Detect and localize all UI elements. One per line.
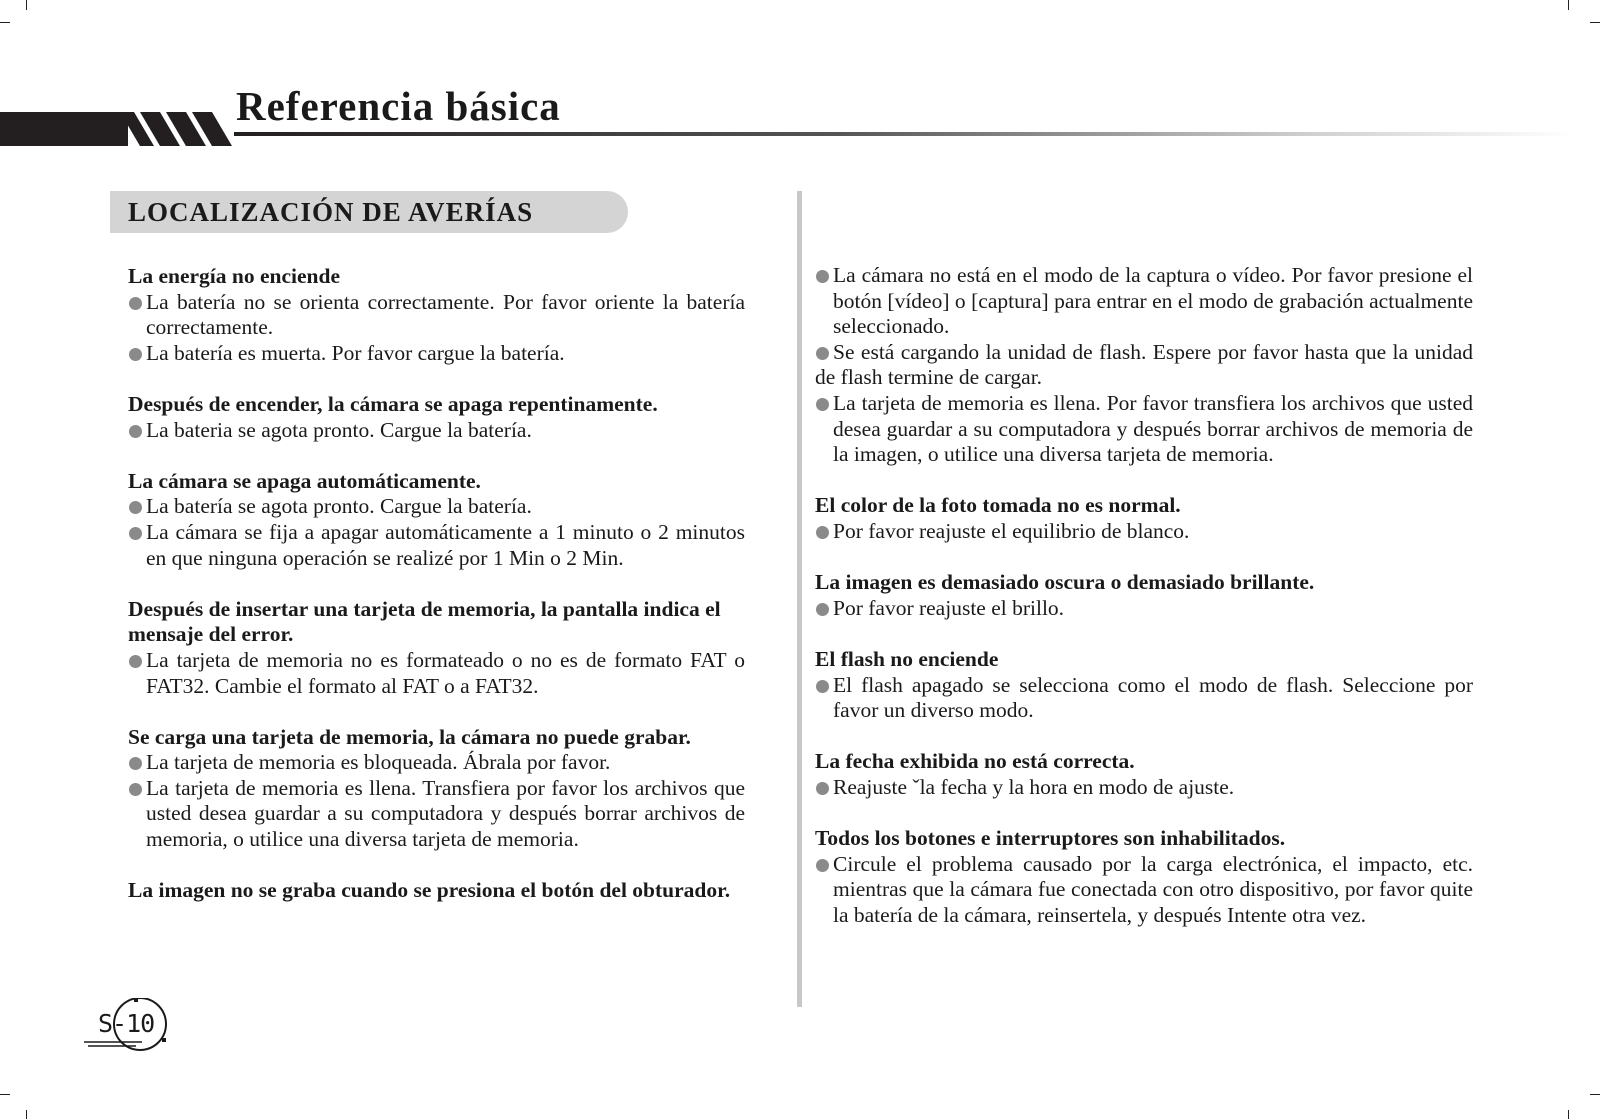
issue-block (128, 392, 745, 443)
issue-item-text: La cámara no está en el modo de la captura o vídeo. Por favor presione el botón [vídeo] o [captura] para entrar en el modo de grabación actualmente seleccionado. (833, 263, 1473, 339)
issue-item-text: La batería se agota pronto. Cargue la batería. (146, 494, 532, 519)
crop-mark (1590, 22, 1600, 23)
issue-block (815, 263, 1473, 468)
crop-mark (1568, 1110, 1569, 1119)
issue-item (128, 776, 745, 853)
issue-item-text: La tarjeta de memoria no es formateado o no es de formato FAT o FAT32. Cambie el formato al FAT o a FAT32. (146, 647, 745, 698)
issue-block (128, 878, 745, 904)
issue-item (128, 494, 745, 520)
bullet-icon (816, 347, 829, 360)
bullet-icon (816, 782, 829, 795)
issue-heading: La cámara se apaga automáticamente. (128, 468, 481, 493)
issue-heading: La imagen es demasiado oscura o demasiado brillante. (815, 570, 1315, 595)
issue-block (128, 469, 745, 571)
bullet-icon (129, 655, 142, 668)
issue-item-text: La batería es muerta. Por favor cargue la batería. (146, 340, 565, 365)
issue-item (128, 520, 745, 571)
issue-heading: La fecha exhibida no está correcta. (815, 749, 1135, 774)
issue-item-text: La tarjeta de memoria es llena. Por favor transfiera los archivos que usted desea guardar a su computadora y después borrar archivos de memoria de la imagen, o utilice una diversa tarjeta de memoria. (833, 390, 1473, 467)
issue-item (128, 341, 745, 367)
issue-item (815, 673, 1473, 724)
issue-block (815, 570, 1473, 621)
issue-item (815, 596, 1473, 622)
issue-block (815, 647, 1473, 724)
crop-mark (26, 1110, 27, 1119)
bullet-icon (129, 501, 142, 514)
issue-item-text: Circule el problema causado por la carga electrónica, el impacto, etc. mientras que la cámara fue conectada con otro dispositivo, por favor quite la batería de la cámara, reinsertela, y después Intente otra vez. (833, 851, 1473, 927)
issue-block (815, 749, 1473, 800)
issue-heading: El flash no enciende (815, 646, 999, 671)
issue-item-text: La cámara se fija a apagar automáticamente a 1 minuto o 2 minutos en que ninguna operación se realizé por 1 Min o 2 Min. (146, 519, 745, 570)
issue-block (128, 597, 745, 699)
section-title: LOCALIZACIÓN DE AVERÍAS (128, 197, 534, 227)
header-bar (0, 112, 128, 146)
issue-item-text: Por favor reajuste el brillo. (833, 595, 1065, 620)
bullet-icon (816, 680, 829, 693)
issue-item (815, 775, 1473, 801)
bullet-icon (816, 270, 829, 283)
issue-heading: Se carga una tarjeta de memoria, la cámara no puede grabar. (128, 724, 691, 749)
issue-item (815, 391, 1473, 468)
header-stripes (120, 112, 240, 148)
page-number-badge (84, 998, 176, 1060)
issue-item (128, 648, 745, 699)
issue-heading: La imagen no se graba cuando se presiona el botón del obturador. (128, 878, 731, 903)
right-column (815, 263, 1473, 954)
issue-block (128, 264, 745, 366)
page-title: Referencia básica (236, 83, 561, 129)
crop-mark (0, 1094, 10, 1095)
issue-item-text: La tarjeta de memoria es llena. Transfiera por favor los archivos que usted desea guardar a su computadora y después borrar archivos de memoria, o utilice una diversa tarjeta de memoria. (146, 775, 745, 852)
issue-item (815, 340, 1473, 391)
left-column (128, 264, 745, 929)
crop-mark (26, 0, 27, 10)
issue-item-text: La tarjeta de memoria es bloqueada. Ábrala por favor. (146, 750, 611, 775)
bullet-icon (816, 859, 829, 872)
bullet-icon (129, 425, 142, 438)
issue-item-text: La bateria se agota pronto. Cargue la batería. (146, 417, 532, 442)
issue-item-text: Reajuste ˇla fecha y la hora en modo de ajuste. (833, 774, 1235, 799)
bullet-icon (816, 398, 829, 411)
issue-item-text: La batería no se orienta correctamente. Por favor oriente la batería correctamente. (146, 289, 745, 340)
page-number: S-10 (98, 1009, 155, 1038)
bullet-icon (816, 603, 829, 616)
issue-heading: Todos los botones e interruptores son inhabilitados. (815, 826, 1286, 851)
bullet-icon (816, 526, 829, 539)
issue-heading: El color de la foto tomada no es normal. (815, 493, 1181, 518)
crop-mark (0, 22, 10, 23)
bullet-icon (129, 527, 142, 540)
header-rule (234, 132, 1574, 136)
bullet-icon (129, 783, 142, 796)
issue-item (128, 750, 745, 776)
bullet-icon (129, 348, 142, 361)
crop-mark (1590, 1094, 1600, 1095)
issue-heading: La energía no enciende (128, 264, 340, 288)
crop-mark (1568, 0, 1569, 10)
issue-block (815, 826, 1473, 928)
issue-item (128, 418, 745, 444)
issue-item (815, 263, 1473, 340)
issue-heading: Después de encender, la cámara se apaga repentinamente. (128, 391, 658, 416)
issue-heading: Después de insertar una tarjeta de memoria, la pantalla indica el mensaje del error. (128, 596, 721, 647)
issue-block (815, 493, 1473, 544)
issue-item (815, 519, 1473, 545)
issue-item-text: El flash apagado se selecciona como el modo de flash. Seleccione por favor un diverso modo. (833, 672, 1473, 723)
issue-item-text: Por favor reajuste el equilibrio de blanco. (833, 518, 1190, 543)
bullet-icon (129, 297, 142, 310)
issue-item (815, 852, 1473, 929)
issue-item (128, 290, 745, 341)
issue-block (128, 725, 745, 853)
column-divider (797, 191, 802, 1007)
bullet-icon (129, 757, 142, 770)
issue-item-text: Se está cargando la unidad de flash. Espere por favor hasta que la unidad de flash termine de cargar. (815, 339, 1473, 390)
